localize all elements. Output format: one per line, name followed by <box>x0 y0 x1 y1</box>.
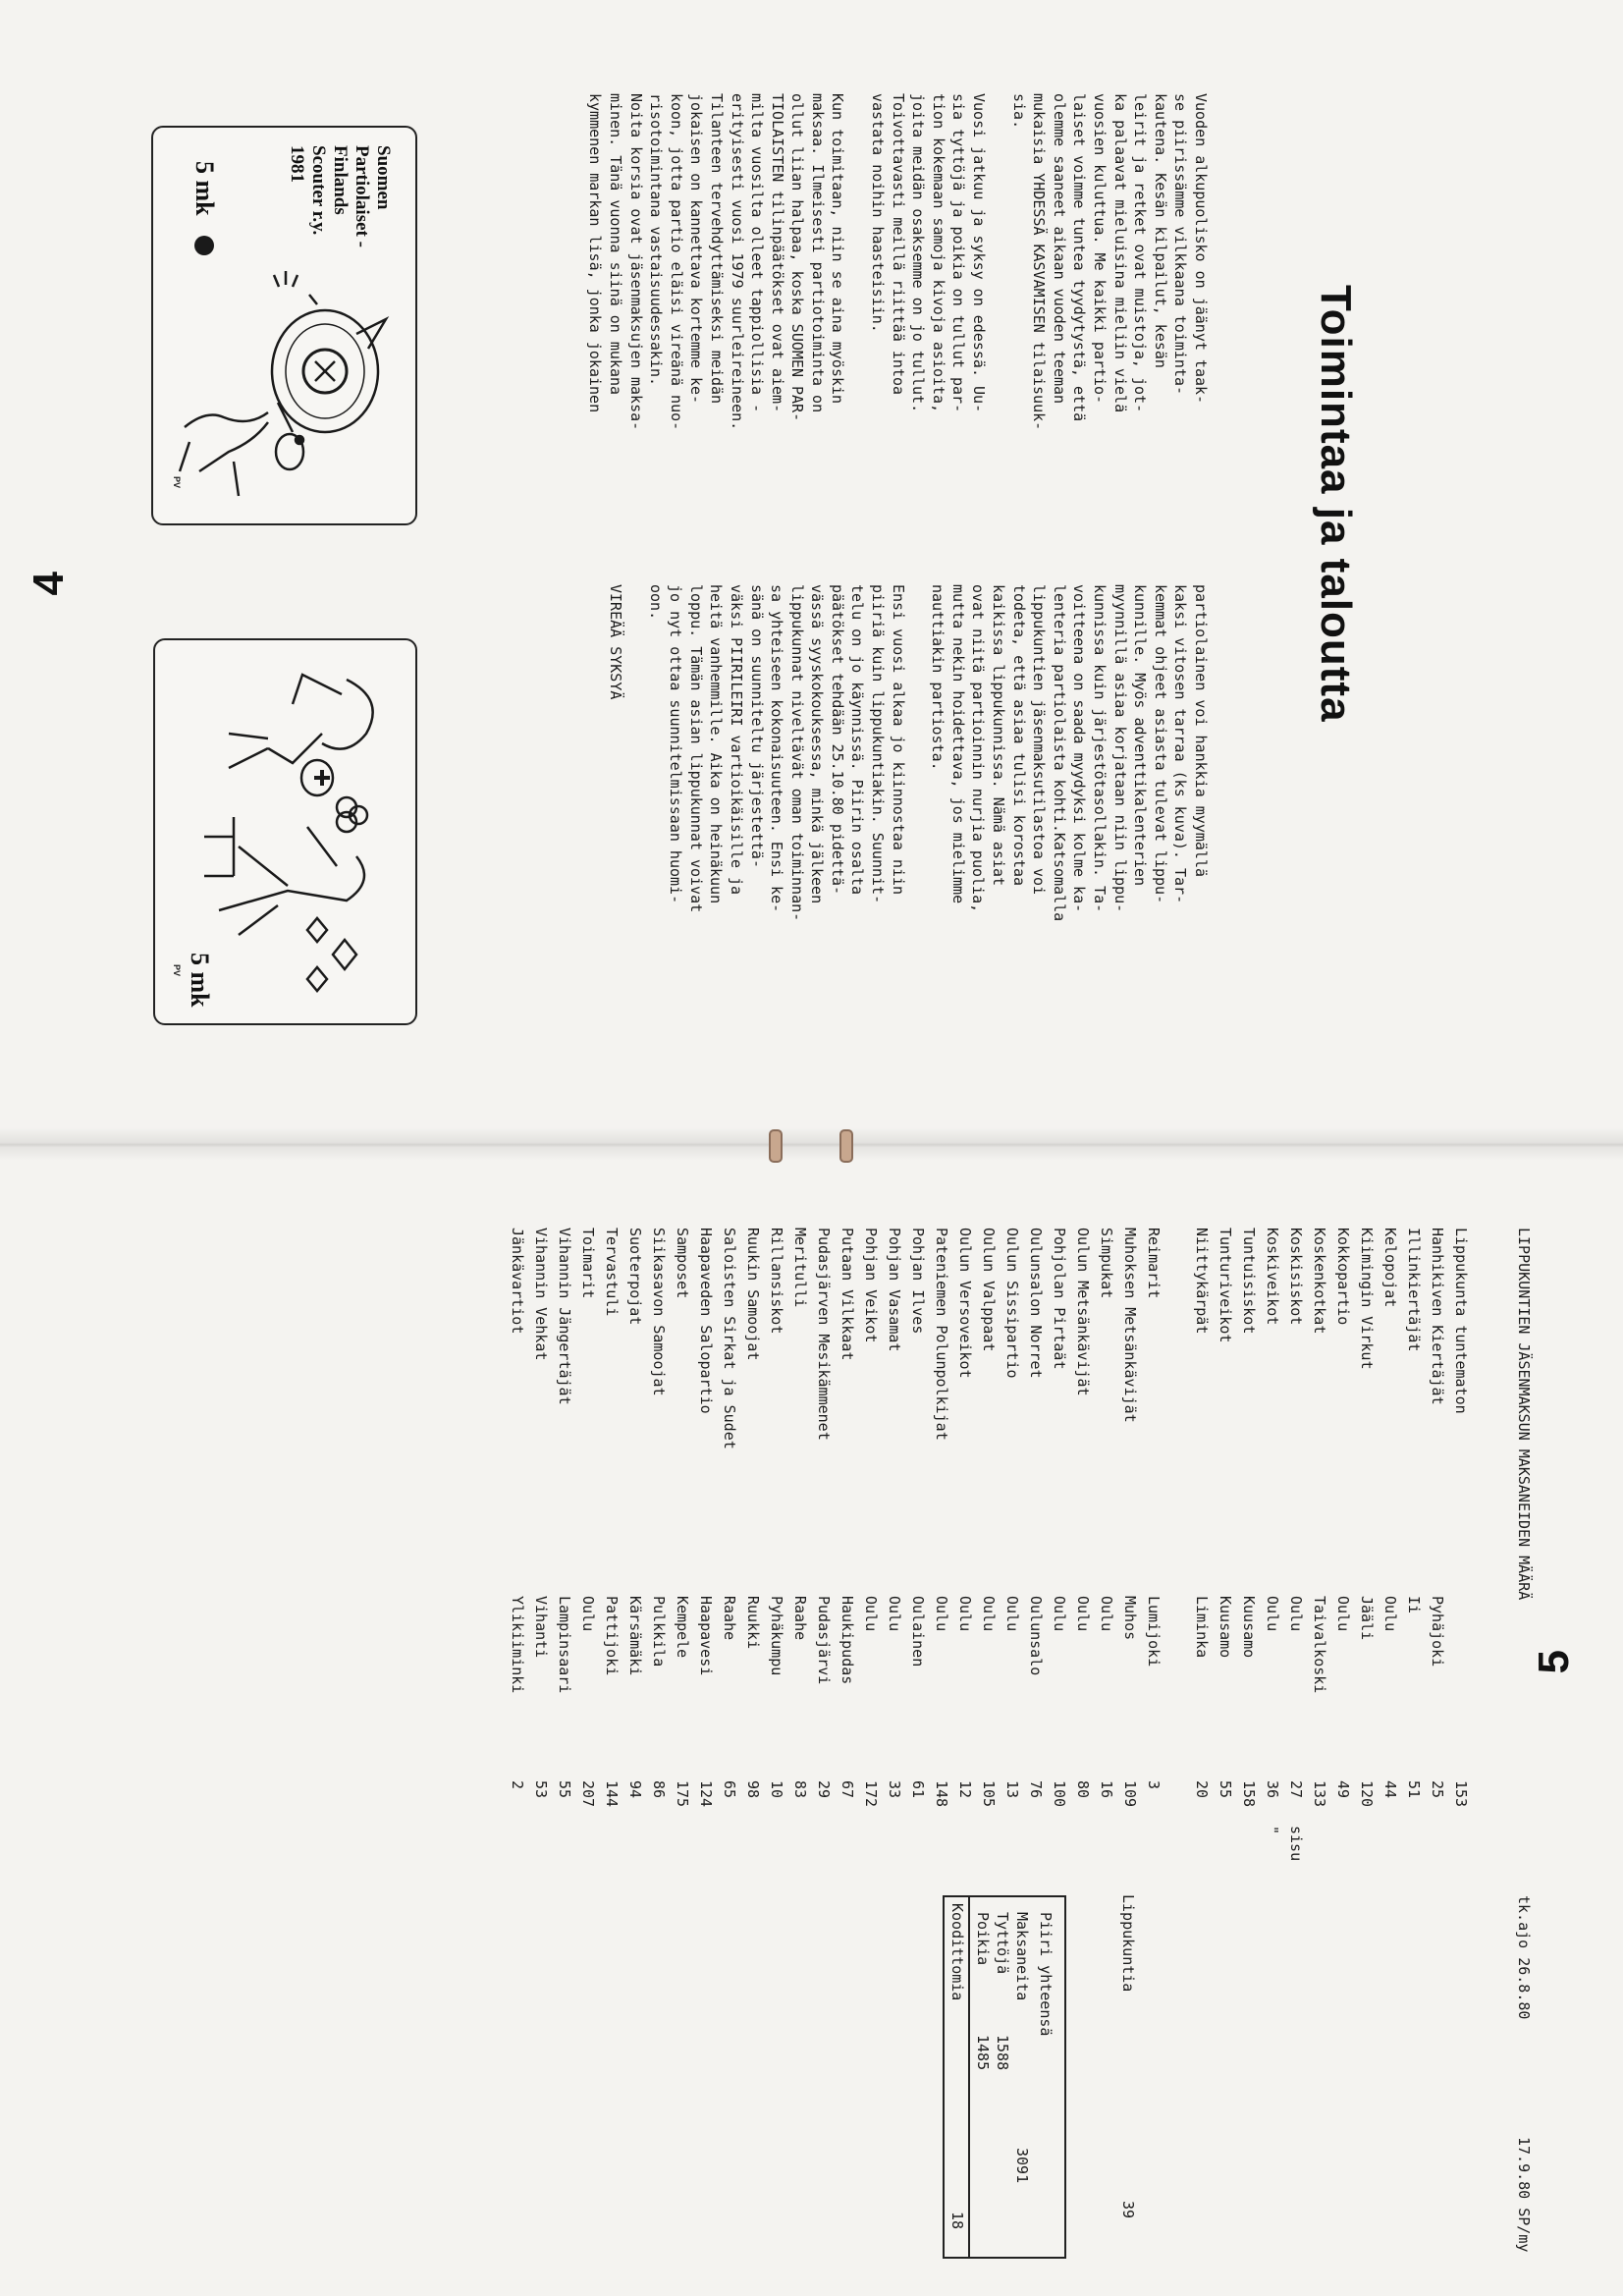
unit-count: 76 <box>1027 1780 1045 1799</box>
unit-name: Lippukunta tuntematon <box>1452 1228 1470 1414</box>
unit-count: 27 <box>1287 1780 1305 1799</box>
unit-place: Oulu <box>956 1596 974 1632</box>
article-title: Toimintaa ja taloutta <box>1312 285 1360 723</box>
unit-name: Pohjolan Pirtaät <box>1051 1228 1068 1370</box>
unit-name: Hanhikiven Kiertäjät <box>1429 1228 1446 1405</box>
unit-name: Pudasjärven Mesikämmenet <box>815 1228 833 1441</box>
paragraph: Vuoden alkupuolisko on jäänyt taak- se piirissämme vilkkaana toiminta- kautena. Kesän kilpailut, kesän leirit ja retket ovat muistoja, jot- ka palaavat mieluisina mieliin vielä vuosien kuluttua. Me kaikki partio- laiset voimme tuntea tyydytystä, että olemme saaneet aikaan vuoden teeman mukaisia YHDESSÄ KASVAMISEN tilaisuuk- sia. <box>1009 93 1210 431</box>
summary-row <box>972 1897 994 2257</box>
unit-count: 51 <box>1405 1780 1423 1799</box>
unit-name: Kokkopartio <box>1334 1228 1352 1326</box>
unit-count: 86 <box>650 1780 668 1799</box>
summary-value: 3091 <box>1013 2148 1031 2184</box>
unit-count: 172 <box>862 1780 880 1808</box>
unit-place: Pulkkila <box>650 1596 668 1667</box>
unit-count: 83 <box>791 1780 809 1799</box>
unit-place: Taivalkoski <box>1311 1596 1328 1694</box>
unit-name: Kiimingin Virkut <box>1358 1228 1376 1370</box>
unit-name: Tuntuisiskot <box>1240 1228 1258 1335</box>
unit-count: 144 <box>603 1780 621 1808</box>
unit-count: 33 <box>886 1780 903 1799</box>
unit-count: 100 <box>1051 1780 1068 1808</box>
unit-count: 133 <box>1311 1780 1328 1808</box>
unit-note: " <box>1264 1826 1281 1835</box>
summary-title: Piiri yhteensä <box>1037 1912 1055 2037</box>
unit-place: Raahe <box>721 1596 738 1641</box>
paragraph: Kun toimitaan, niin se aina myöskin maksaa. Ilmeisesti partiotoiminta on ollut liian halpaa, koska SUOMEN PAR- TIOLAISTEN tilinpäätökset ovat aiem- milta vuosilta olleet tappiollisia - erityisesti vuosi 1979 suurleireineen. Tilanteen tervehdyttämiseksi meidän jokaisen on kannettava kortemme ke- koon, jotta partio eläisi vireänä nuo- risotoimintana vastaisuudessakin. Noita korsia ovat jäsenmaksujen maksa- minen. Tänä vuonna siinä on mukana kymmenen markan lisä, jonka jokainen <box>586 93 847 431</box>
unit-place: Lampinsaari <box>556 1596 573 1694</box>
sticker-line: Partiolaiset - <box>352 145 372 247</box>
unit-place: Kempele <box>674 1596 691 1659</box>
unit-name: Toimarit <box>579 1228 597 1299</box>
artist-signature: PV <box>172 476 182 489</box>
sticker-right <box>153 638 417 1025</box>
table-title: LIPPUKUNTIEN JÄSENMAKSUN MAKSANEIDEN MÄÄRÄ <box>1515 1228 1533 1601</box>
summary-row <box>1035 1897 1056 2257</box>
unit-name: Koskiveikot <box>1264 1228 1281 1326</box>
unit-name: Pohjan Veikot <box>862 1228 880 1343</box>
unit-name: Rillansiskot <box>768 1228 785 1335</box>
unit-count: 98 <box>744 1780 762 1799</box>
unit-name: Oulun Sissipartio <box>1003 1228 1021 1379</box>
unit-name: Simpukat <box>1098 1228 1115 1299</box>
unit-name: Pohjan Ilves <box>909 1228 927 1335</box>
sticker-price: 5 mk <box>186 953 214 1008</box>
summary-row <box>1011 1897 1033 2257</box>
page-number: 5 <box>1530 1650 1578 1674</box>
sticker-price: 5 mk <box>190 161 219 216</box>
unit-name: Koskisiskot <box>1287 1228 1305 1326</box>
unit-name: Vihannin Vehkat <box>532 1228 550 1361</box>
unit-name: Meritulli <box>791 1228 809 1308</box>
unit-count: 25 <box>1429 1780 1446 1799</box>
paragraph: partiolainen voi hankkia myymällä kaksi vitosen tarraa (ks kuva). Tar- kemmat ohjeet asiasta tulevat lippu- kunnille. Myös adventtikalenterien myynnillä asiaa korjataan niin lippu- kunnissa kuin järjestötasollakin. Ta- voitteena on saada myydyksi kolme ka- lenteria partiolaista kohti.Katsomalla lippukuntien jäsenmaksutilastoa voi todeta, että asiaa tulisi korostaa kaikissa lippukunnissa. Nämä asiat ovat niitä partioinnin nurjia puolia, mutta nekin hoidettava, jos mielimme nauttiakin partiosta. <box>929 584 1210 922</box>
unit-name: Muhoksen Metsänkävijät <box>1121 1228 1139 1423</box>
unit-place: Pyhäkumpu <box>768 1596 785 1676</box>
unit-place: Pudasjärvi <box>815 1596 833 1685</box>
unit-count: 109 <box>1121 1780 1139 1808</box>
unit-count: 65 <box>721 1780 738 1799</box>
unit-place: Vihanti <box>532 1596 550 1659</box>
page-5 <box>0 1159 1623 2296</box>
summary-row <box>992 1897 1013 2257</box>
summary-label: Tyttöjä <box>994 1912 1011 1975</box>
page-number: 4 <box>25 572 73 596</box>
units-value: 39 <box>1119 2201 1137 2219</box>
unit-count: 16 <box>1098 1780 1115 1799</box>
unit-count: 2 <box>509 1780 526 1790</box>
unit-place: Ii <box>1405 1596 1423 1614</box>
unit-place: Oulu <box>1098 1596 1115 1632</box>
unit-place: Oulu <box>886 1596 903 1632</box>
sticker-line: 1981 <box>287 145 307 183</box>
text-column-left <box>566 93 1211 430</box>
unit-place: Oulainen <box>909 1596 927 1667</box>
unit-count: 12 <box>956 1780 974 1799</box>
run-date: tk.ajo 26.8.80 <box>1515 1895 1533 2020</box>
sticker-line: Suomen <box>373 145 394 210</box>
unit-name: Oulun Valppaat <box>980 1228 998 1352</box>
unit-note: sisu <box>1287 1826 1305 1862</box>
unit-place: Liminka <box>1193 1596 1211 1659</box>
unit-count: 44 <box>1381 1780 1399 1799</box>
sticker-line: Scouter r.y. <box>308 145 329 236</box>
unit-count: 53 <box>532 1780 550 1799</box>
paragraph: Vuosi jatkuu ja syksy on edessä. Uu- sia tyttöjä ja poikia on tullut par- tion kokemaan samoja kivoja asioita, joita meidän osaksemme on jo tullut. Toivottavasti meillä riittää intoa vastata noihin haasteisiin. <box>869 93 989 413</box>
unit-name: Niittykärpät <box>1193 1228 1211 1335</box>
unit-name: Siikasavon Samoojat <box>650 1228 668 1396</box>
unit-place: Oulu <box>862 1596 880 1632</box>
unit-count: 120 <box>1358 1780 1376 1808</box>
unit-name: Reimarit <box>1145 1228 1163 1299</box>
unit-count: 55 <box>556 1780 573 1799</box>
unit-count: 158 <box>1240 1780 1258 1808</box>
sticker-dot-icon <box>194 236 214 255</box>
unit-place: Kuusamo <box>1240 1596 1258 1659</box>
unit-name: Oulun Versoveikot <box>956 1228 974 1379</box>
unit-place: Oulu <box>1381 1596 1399 1632</box>
unit-name: Pohjan Vasamat <box>886 1228 903 1352</box>
unit-name: Jänkävartiot <box>509 1228 526 1335</box>
unit-name: Samposet <box>674 1228 691 1299</box>
unit-count: 13 <box>1003 1780 1021 1799</box>
unit-count: 29 <box>815 1780 833 1799</box>
unit-count: 105 <box>980 1780 998 1808</box>
unit-place: Oulu <box>1264 1596 1281 1632</box>
unit-place: Ruukki <box>744 1596 762 1650</box>
units-label: Lippukuntia <box>1119 1894 1137 1993</box>
text-column-right <box>585 584 1211 921</box>
unit-count: 153 <box>1452 1780 1470 1808</box>
unit-count: 20 <box>1193 1780 1211 1799</box>
unit-count: 36 <box>1264 1780 1281 1799</box>
unit-count: 148 <box>933 1780 950 1808</box>
unit-place: Jääli <box>1358 1596 1376 1641</box>
unit-count: 61 <box>909 1780 927 1799</box>
summary-value: 1485 <box>974 2035 992 2071</box>
summary-label: Koodittomia <box>948 1903 966 2001</box>
unit-place: Kuusamo <box>1217 1596 1234 1659</box>
unit-place: Haapavesi <box>697 1596 715 1676</box>
unit-name: Ruukin Samoojat <box>744 1228 762 1361</box>
unit-count: 207 <box>579 1780 597 1808</box>
unit-name: Kelopojat <box>1381 1228 1399 1308</box>
unit-place: Oulu <box>1003 1596 1021 1632</box>
unit-count: 3 <box>1145 1780 1163 1790</box>
unit-place: Lumijoki <box>1145 1596 1163 1667</box>
unit-count: 94 <box>626 1780 644 1799</box>
unit-name: Putaan Vilkkaat <box>839 1228 856 1361</box>
unit-name: Vihannin Jängertäjät <box>556 1228 573 1405</box>
artist-signature: PV <box>172 964 182 977</box>
unit-count: 55 <box>1217 1780 1234 1799</box>
page-4 <box>0 0 1623 1137</box>
unit-name: Suoterpojat <box>626 1228 644 1326</box>
unit-count: 80 <box>1074 1780 1092 1799</box>
unit-name: Saloisten Sirkat ja Sudet <box>721 1228 738 1449</box>
stamp-date: 17.9.80 SP/my <box>1515 2137 1533 2253</box>
unit-count: 124 <box>697 1780 715 1808</box>
unit-count: 10 <box>768 1780 785 1799</box>
unit-place: Kärsämäki <box>626 1596 644 1676</box>
unit-place: Raahe <box>791 1596 809 1641</box>
summary-value: 18 <box>948 2212 966 2230</box>
unit-count: 175 <box>674 1780 691 1808</box>
paragraph: Ensi vuosi alkaa jo kiinnostaa niin piiriä kuin lippukuntiakin. Suunnit- telu on jo käynnissä. Piirin osalta päätökset tehdään 25.10.80 pidettä- vässä syyskokouksessa, minkä jälkeen lippukunnat niveltävät oman toiminnan- sa yhteiseen kokonaisuuteen. Ensi ke- sänä on suunniteltu järjestettä- väksi PIIRILEIRI vartioikäisille ja heitä vanhemmille. Aika on heinäkuun loppu. Tämän asian lippukunnat voivat jo nyt ottaa suunnitelmissaan huomi- oon. <box>646 584 907 922</box>
unit-place: Oulu <box>1051 1596 1068 1632</box>
summary-label: Maksaneita <box>1013 1912 1031 2001</box>
unit-place: Oulu <box>579 1596 597 1632</box>
summary-row <box>947 1897 970 2257</box>
unit-place: Oulu <box>1287 1596 1305 1632</box>
unit-count: 49 <box>1334 1780 1352 1799</box>
summary-label: Poikia <box>974 1912 992 1966</box>
signoff: VIREÄÄ SYKSYÄ <box>606 584 624 700</box>
unit-name: Tervastuli <box>603 1228 621 1317</box>
unit-place: Oulu <box>933 1596 950 1632</box>
unit-name: Tunturiveikot <box>1217 1228 1234 1343</box>
summary-value: 1588 <box>994 2035 1011 2071</box>
unit-place: Ylikiiminki <box>509 1596 526 1694</box>
unit-name: Koskenkotkat <box>1311 1228 1328 1335</box>
unit-count: 67 <box>839 1780 856 1799</box>
unit-name: Pateniemen Polunpolkijat <box>933 1228 950 1441</box>
unit-name: Illinkiertäjät <box>1405 1228 1423 1352</box>
sticker-left <box>151 126 417 525</box>
unit-place: Oulu <box>1334 1596 1352 1632</box>
unit-place: Haukipudas <box>839 1596 856 1685</box>
unit-place: Oulunsalo <box>1027 1596 1045 1676</box>
unit-place: Pyhäjoki <box>1429 1596 1446 1667</box>
unit-place: Oulu <box>1074 1596 1092 1632</box>
unit-place: Pattijoki <box>603 1596 621 1676</box>
unit-place: Oulu <box>980 1596 998 1632</box>
sticker-line: Finlands <box>330 145 351 215</box>
unit-name: Haapaveden Salopartio <box>697 1228 715 1414</box>
unit-name: Oulunsalon Norret <box>1027 1228 1045 1379</box>
unit-name: Oulun Metsänkävijät <box>1074 1228 1092 1396</box>
unit-place: Muhos <box>1121 1596 1139 1641</box>
district-summary-box <box>943 1895 1066 2259</box>
